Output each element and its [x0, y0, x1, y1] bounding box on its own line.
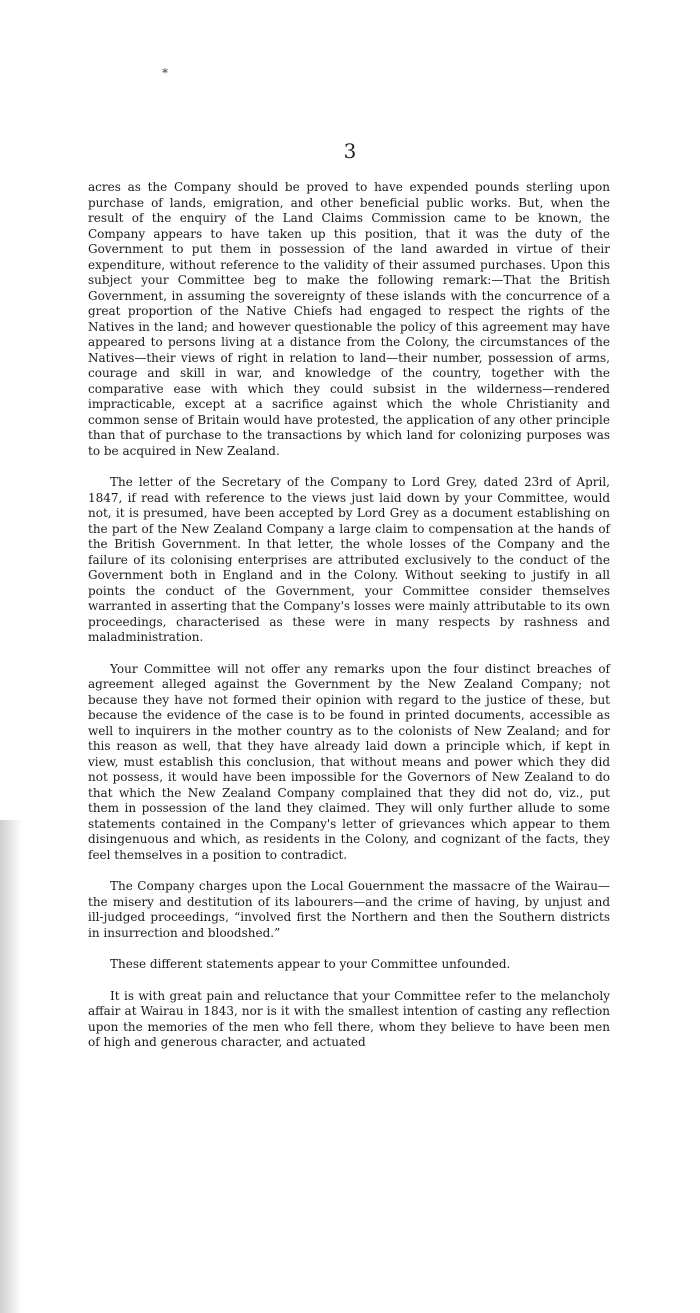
- paragraph-3: Your Committee will not offer any remarks upon the four distinct breaches of agreement alleged against the Government by the New Zealand Company; not because they have not formed their opinion with regard to the justice of these, but because the evidence of the case is to be found in printed documents, accessible as well to inquirers in the mother country as to the colonists of New Zealand; and for this reason as well, that they have already laid down a principle which, if kept in view, must establish this conclusion, that without means and power which they did not possess, it would have been impossible for the Governors of New Zealand to do that which the New Zealand Company complained that they did not do, viz., put them in possession of the land they claimed. They will only further allude to some statements contained in the Company's letter of grievances which appear to them disingenuous and which, as residents in the Colony, and cognizant of the facts, they feel themselves in a position to contradict.: [88, 661, 610, 862]
- scan-edge-shadow: [0, 820, 22, 1313]
- paragraph-1: acres as the Company should be proved to have expended pounds sterling upon purchase of lands, emigration, and other beneficial public works. But, when the result of the enquiry of the Land Claims Commission came to be known, the Company appears to have taken up this position, that it was the duty of the Government to put them in possession of the land awarded in virtue of their expenditure, without reference to the validity of their assumed purchases. Upon this subject your Committee beg to make the following remark:—That the British Government, in assuming the sovereignty of these islands with the concurrence of a great proportion of the Native Chiefs had engaged to respect the rights of the Natives in the land; and however questionable the policy of this agreement may have appeared to persons living at a distance from the Colony, the circumstances of the Natives—their views of right in relation to land—their number, possession of arms, courage and skill in war, and knowledge of the country, together with the comparative ease with which they could subsist in the wilderness—rendered impracticable, except at a sacrifice against which the whole Christianity and common sense of Britain would have protested, the application of any other principle than that of purchase to the transactions by which land for colonizing purposes was to be acquired in New Zealand.: [88, 180, 610, 458]
- paragraph-2: The letter of the Secretary of the Company to Lord Grey, dated 23rd of April, 1847, if read with reference to the views just laid down by your Committee, would not, it is presumed, have been accepted by Lord Grey as a document establishing on the part of the New Zealand Company a large claim to compensation at the hands of the British Government. In that letter, the whole losses of the Company and the failure of its colonising enterprises are attributed exclusively to the conduct of the Government both in England and in the Colony. Without seeking to justify in all points the conduct of the Government, your Committee consider themselves warranted in asserting that the Company's losses were mainly attributable to its own proceedings, characterised as these were in many respects by rashness and maladministration.: [88, 475, 610, 644]
- paragraph-4: The Company charges upon the Local Gouernment the massacre of the Wairau—the misery and destitution of its labourers—and the crime of having, by unjust and ill-judged proceedings, “involved first the Northern and then the Southern districts in insurrection and bloodshed.”: [88, 879, 610, 940]
- paragraph-6: It is with great pain and reluctance that your Committee refer to the melancholy affair at Wairau in 1843, nor is it with the smallest intention of casting any reflection upon the memories of the men who fell there, whom they believe to have been men of high and generous character, and actuated: [88, 988, 610, 1049]
- page-number: 3: [343, 139, 357, 163]
- paragraph-5: These different statements appear to your Committee unfounded.: [110, 957, 511, 971]
- document-body: [88, 180, 610, 1051]
- print-speck: *: [162, 66, 168, 80]
